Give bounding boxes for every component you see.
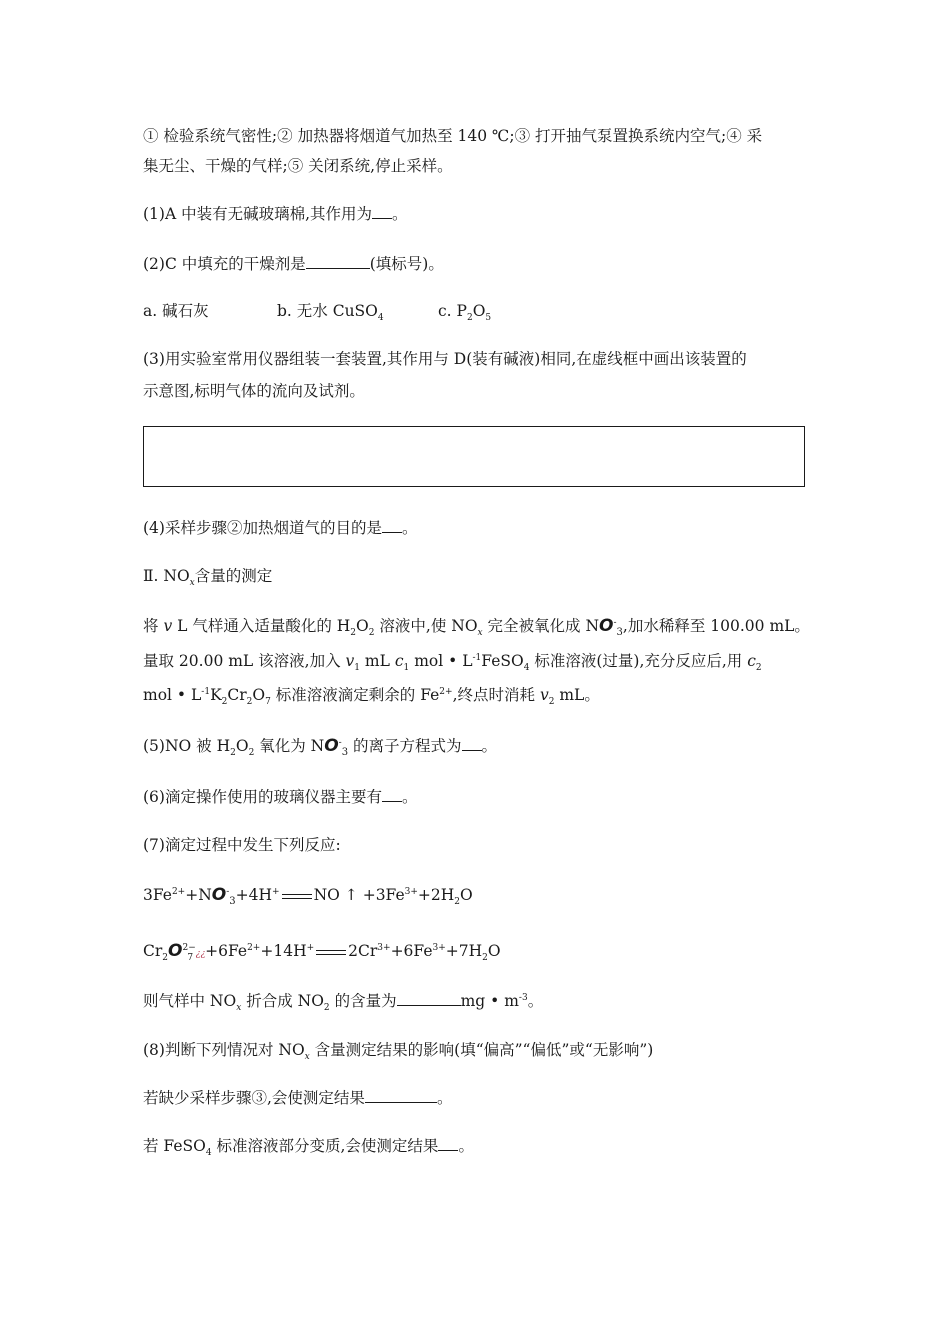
text-fragment: 3 (616, 627, 623, 639)
text-fragment: O (235, 737, 249, 755)
text-fragment: 若缺少采样步骤③,会使测定结果 (143, 1089, 365, 1107)
question-8 (143, 1039, 813, 1061)
intro-line-2 (143, 650, 813, 672)
text-fragment: 4 (377, 313, 384, 324)
text-fragment: - (613, 617, 617, 628)
text-fragment: O (460, 886, 473, 904)
text-fragment: v (345, 652, 355, 670)
text-fragment: 2 (221, 697, 228, 708)
text-fragment: 5 (485, 313, 492, 324)
text-fragment: 1 (354, 663, 360, 674)
text-fragment: 。 (392, 205, 408, 223)
text-fragment: +14H (260, 942, 307, 960)
text-fragment: 2 (548, 697, 555, 708)
render-artifact: ¿¿ (195, 949, 206, 959)
text-fragment: mol • L (409, 652, 473, 670)
text-fragment: 完全被氧化成 N (482, 617, 600, 635)
question-2 (143, 253, 813, 275)
text-fragment: -3 (518, 992, 528, 1003)
text-fragment: v (539, 686, 549, 704)
text-fragment: 4 (205, 1148, 212, 1159)
text-fragment: ,终点时消耗 (452, 686, 540, 704)
text-fragment: 2 (466, 313, 473, 324)
steps-line-1: ① 检验系统气密性;② 加热器将烟道气加热至 140 ℃;③ 打开抽气泵置换系统内空气;④ 采 (143, 127, 763, 145)
section-2-title (143, 565, 813, 587)
text-fragment: 2 (454, 897, 461, 908)
text-fragment: 折合成 NO (241, 992, 324, 1010)
text-fragment: 3 (341, 747, 349, 759)
text-fragment: +4H (235, 886, 273, 904)
text-fragment: b. 无水 CuSO (277, 302, 378, 320)
text-fragment: 含量测定结果的影响(填“偏高”“偏低”或“无影响”) (309, 1041, 654, 1059)
text-fragment: 2 (755, 663, 762, 674)
text-fragment: c (394, 652, 404, 670)
answer-blank[interactable] (365, 1088, 437, 1103)
text-fragment: 氧化为 N (254, 737, 325, 755)
text-fragment: 2+ (247, 942, 261, 953)
question-5 (143, 735, 813, 757)
text-fragment: x (189, 578, 195, 589)
text-fragment: O (168, 941, 183, 961)
question-1 (143, 203, 813, 225)
text-fragment: +7H (445, 942, 483, 960)
text-fragment: 的离子方程式为 (348, 737, 462, 755)
text-fragment: mol • L (143, 686, 202, 704)
answer-blank[interactable] (462, 736, 482, 751)
text-fragment: 。 (436, 1089, 453, 1107)
text-fragment: +2H (417, 886, 455, 904)
text-fragment: 2 (323, 1003, 330, 1014)
text-fragment: ,加水稀释至 100.00 mL。 (622, 617, 810, 635)
answer-blank[interactable] (382, 787, 402, 802)
text-fragment: x (236, 1003, 242, 1014)
text-fragment: mL。 (554, 686, 600, 704)
text-fragment: Cr (227, 686, 247, 704)
text-fragment: 3 (229, 896, 236, 908)
text-fragment: mL (360, 652, 395, 670)
text-fragment: 2 (482, 953, 488, 964)
equals-sign (282, 894, 312, 899)
text-fragment: 4 (523, 663, 530, 674)
text-fragment: - (226, 886, 230, 897)
text-fragment: L 气样通入适量酸化的 H (172, 617, 351, 635)
text-fragment: 则气样中 NO (143, 992, 237, 1010)
text-fragment: K (210, 686, 222, 704)
text-fragment: 若 FeSO (143, 1137, 206, 1155)
question-4 (143, 517, 813, 539)
nitrate-ion-o: O (599, 616, 614, 636)
equals-sign (316, 950, 346, 955)
steps-line-2: 集无尘、干燥的气样;⑤ 关闭系统,停止采样。 (143, 157, 453, 175)
text-fragment: +6Fe (390, 942, 433, 960)
text-fragment: 1 (403, 663, 410, 674)
text-fragment: 。 (527, 992, 544, 1010)
text-fragment: 2 (350, 628, 357, 639)
text-fragment: 溶液中,使 NO (374, 617, 478, 635)
text-fragment: O (211, 885, 227, 905)
text-fragment: 2 (248, 748, 255, 759)
text-fragment: 标准溶液部分变质,会使测定结果 (211, 1137, 439, 1155)
text-fragment: 2 (246, 697, 253, 708)
text-fragment: (6)滴定操作使用的玻璃仪器主要有 (143, 788, 382, 806)
text-fragment: O (324, 736, 339, 756)
intro-line-1 (143, 615, 813, 637)
text-fragment: - (338, 737, 342, 748)
text-fragment: (4)采样步骤②加热烟道气的目的是 (143, 519, 382, 537)
text-fragment: 的含量为 (329, 992, 397, 1010)
answer-blank[interactable] (306, 254, 370, 269)
text-fragment: FeSO (481, 652, 524, 670)
text-fragment: (2)C 中填充的干燥剂是 (143, 255, 306, 273)
answer-blank[interactable] (382, 518, 402, 533)
text-fragment: (填标号)。 (369, 255, 444, 273)
text-fragment: 3+ (432, 942, 446, 953)
text-fragment: 标准溶液滴定剩余的 Fe (270, 686, 440, 704)
text-fragment: 7 (265, 697, 271, 708)
text-fragment: 3+ (377, 942, 391, 953)
text-fragment: Cr (143, 942, 163, 960)
text-fragment: (8)判断下列情况对 NO (143, 1041, 305, 1059)
question-8a (143, 1087, 813, 1109)
equation-2 (143, 940, 813, 965)
text-fragment: 2+ (171, 886, 186, 897)
text-fragment: + (272, 886, 280, 897)
text-fragment: 3+ (404, 886, 418, 897)
text-fragment: (5)NO 被 H (143, 737, 231, 755)
text-fragment: 2 (162, 953, 169, 964)
text-fragment: Ⅱ. NO (143, 567, 190, 585)
equation-1 (143, 884, 813, 906)
text-fragment: 2 (368, 628, 375, 639)
text-fragment: 。 (458, 1137, 474, 1155)
text-fragment: O (252, 686, 266, 704)
answer-blank[interactable] (438, 1136, 458, 1151)
text-fragment: (1)A 中装有无碱玻璃棉,其作用为 (143, 205, 373, 223)
text-fragment: x (304, 1052, 310, 1063)
question-8b (143, 1135, 813, 1157)
text-fragment: 2Cr (348, 942, 378, 960)
text-fragment: 含量的测定 (194, 567, 273, 585)
option-b (277, 300, 384, 322)
drawing-answer-box[interactable] (143, 426, 805, 487)
option-c (438, 300, 491, 322)
question-3-line-1: (3)用实验室常用仪器组装一套装置,其作用与 D(装有碱液)相同,在虚线框中画出该装置的 (143, 350, 747, 368)
text-fragment: 7 (187, 953, 194, 964)
text-fragment: O (356, 617, 369, 635)
question-7b (143, 990, 813, 1012)
text-fragment: 3Fe (143, 886, 172, 904)
text-fragment: + (306, 942, 315, 953)
option-a: a. 碱石灰 (143, 302, 209, 320)
question-6 (143, 786, 813, 808)
question-3-line-2: 示意图,标明气体的流向及试剂。 (143, 382, 365, 400)
text-fragment: 。 (401, 788, 418, 806)
text-fragment: 2 (230, 748, 236, 759)
text-fragment: NO ↑ +3Fe (313, 886, 405, 904)
text-fragment: -1 (472, 652, 482, 663)
answer-blank[interactable] (372, 204, 392, 219)
text-fragment: c (747, 652, 756, 670)
text-fragment: v (163, 617, 173, 635)
text-fragment: 。 (401, 519, 418, 537)
answer-blank[interactable] (397, 991, 461, 1006)
text-fragment: x (477, 628, 483, 639)
intro-line-3 (143, 684, 813, 706)
text-fragment: +6Fe (205, 942, 248, 960)
text-fragment: 量取 20.00 mL 该溶液,加入 (143, 652, 346, 670)
text-fragment: 2− (182, 942, 196, 953)
text-fragment: 2+ (439, 686, 453, 697)
text-fragment: c. P (438, 302, 467, 320)
text-fragment: 标准溶液(过量),充分反应后,用 (529, 652, 748, 670)
text-fragment: 。 (481, 737, 498, 755)
text-fragment: mg • m (460, 992, 519, 1010)
text-fragment: O (487, 942, 501, 960)
question-7: (7)滴定过程中发生下列反应: (143, 836, 341, 854)
text-fragment: +N (185, 886, 212, 904)
text-fragment: -1 (201, 686, 211, 697)
text-fragment: O (472, 302, 486, 320)
text-fragment: 将 (143, 617, 164, 635)
